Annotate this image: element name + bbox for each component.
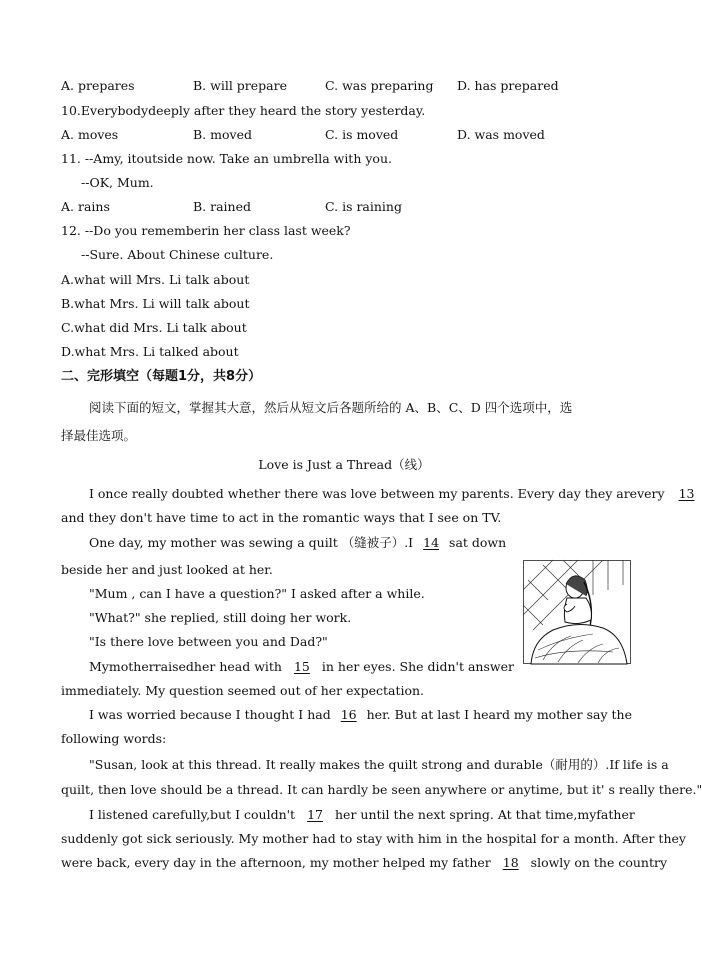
q9-option-c: C. was preparing bbox=[325, 78, 434, 93]
woman-sewing-illustration-icon bbox=[523, 560, 631, 664]
q11-option-b: B. rained bbox=[193, 199, 252, 214]
section-instruction-line-2: 择最佳选项。 bbox=[61, 428, 137, 443]
blank-18: 18 bbox=[502, 855, 519, 870]
passage-line: were back, every day in the afternoon, my mother helped my father 18 slowly on the country bbox=[61, 855, 668, 870]
passage-line: suddenly got sick seriously. My mother had to stay with him in the hospital for a month. After they bbox=[61, 831, 686, 846]
passage-line: "Is there love between you and Dad?" bbox=[89, 634, 328, 649]
section-heading: 二、完形填空（每题1分，共8分） bbox=[61, 369, 262, 384]
passage-line: and they don't have time to act in the romantic ways that I see on TV. bbox=[61, 510, 502, 525]
passage-line: I listened carefully,but I couldn't 17 her until the next spring. At that time,myfather bbox=[89, 807, 635, 822]
passage-line: "What?" she replied, still doing her work. bbox=[89, 610, 352, 625]
q12-option-c: C.what did Mrs. Li talk about bbox=[61, 320, 247, 335]
q10-option-b: B. moved bbox=[193, 127, 252, 142]
q10-option-d: D. was moved bbox=[457, 127, 545, 142]
q11-option-c: C. is raining bbox=[325, 199, 402, 214]
passage-line: One day, my mother was sewing a quilt （缝被子）.I 14 sat down bbox=[89, 535, 507, 550]
q9-option-a: A. prepares bbox=[61, 78, 135, 93]
q12-reply: --Sure. About Chinese culture. bbox=[81, 247, 274, 262]
q11-reply: --OK, Mum. bbox=[81, 175, 154, 190]
q10-stem: 10.Everybodydeeply after they heard the story yesterday. bbox=[61, 103, 426, 118]
blank-13: 13 bbox=[678, 486, 695, 501]
blank-14: 14 bbox=[423, 535, 440, 550]
section-instruction-line-1: 阅读下面的短文，掌握其大意，然后从短文后各题所给的 A、B、C、D 四个选项中，选 bbox=[89, 400, 573, 415]
q12-option-b: B.what Mrs. Li will talk about bbox=[61, 296, 250, 311]
passage-line: immediately. My question seemed out of her expectation. bbox=[61, 683, 425, 698]
blank-15: 15 bbox=[293, 659, 310, 674]
q11-option-a: A. rains bbox=[61, 199, 110, 214]
passage-title: Love is Just a Thread（线） bbox=[258, 457, 430, 472]
q12-option-a: A.what will Mrs. Li talk about bbox=[61, 272, 250, 287]
q9-option-b: B. will prepare bbox=[193, 78, 288, 93]
q12-option-d: D.what Mrs. Li talked about bbox=[61, 344, 239, 359]
q12-stem: 12. --Do you rememberin her class last week? bbox=[61, 223, 351, 238]
passage-line: quilt, then love should be a thread. It can hardly be seen anywhere or anytime, but it' s really there." bbox=[61, 782, 702, 797]
passage-line: I was worried because I thought I had 16 her. But at last I heard my mother say the bbox=[89, 707, 632, 722]
q10-option-a: A. moves bbox=[61, 127, 119, 142]
blank-16: 16 bbox=[340, 707, 357, 722]
q10-option-c: C. is moved bbox=[325, 127, 399, 142]
passage-line: following words: bbox=[61, 731, 167, 746]
blank-17: 17 bbox=[307, 807, 323, 822]
passage-line: Mymotherraisedher head with 15 in her eyes. She didn't answer bbox=[89, 659, 514, 674]
q9-option-d: D. has prepared bbox=[457, 78, 559, 93]
q11-stem: 11. --Amy, itoutside now. Take an umbrella with you. bbox=[61, 151, 392, 166]
passage-line: "Susan, look at this thread. It really makes the quilt strong and durable（耐用的）.If life is a bbox=[89, 757, 669, 772]
passage-line: beside her and just looked at her. bbox=[61, 562, 273, 577]
passage-line: "Mum , can I have a question?" I asked after a while. bbox=[89, 586, 425, 601]
passage-line: I once really doubted whether there was love between my parents. Every day they arevery 13 bbox=[89, 486, 695, 501]
